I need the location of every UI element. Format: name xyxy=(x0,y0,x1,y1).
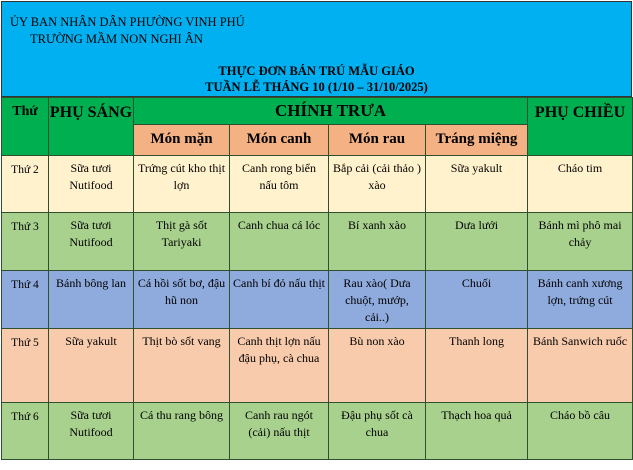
phu-sang-cell: Bánh bông lan xyxy=(49,271,134,329)
mon-rau-cell: Bí xanh xào xyxy=(329,213,426,271)
mon-rau-cell: Bù non xào xyxy=(329,329,426,403)
phu-sang-cell: Sữa tươi Nutifood xyxy=(49,403,134,460)
mon-canh-cell: Canh thịt lợn nấu đậu phụ, cà chua xyxy=(230,329,329,403)
day-cell: Thứ 5 xyxy=(2,329,49,403)
menu-header xyxy=(1,1,632,97)
menu-table xyxy=(1,97,633,460)
menu-title: THỰC ĐƠN BÁN TRÚ MẪU GIÁO xyxy=(218,64,415,78)
day-cell: Thứ 6 xyxy=(2,403,49,460)
phu-chieu-cell: Cháo bồ câu xyxy=(528,403,633,460)
mon-man-cell: Cá thu rang bông xyxy=(134,403,230,460)
col-header-phu-chieu: PHỤ CHIỀU xyxy=(528,98,633,156)
mon-canh-cell: Canh bí đỏ nấu thịt xyxy=(230,271,329,329)
mon-rau-cell: Rau xào( Dưa chuột, mướp, cải..) xyxy=(329,271,426,329)
mon-man-cell: Cá hồi sốt bơ, đậu hũ non xyxy=(134,271,230,329)
phu-sang-cell: Sữa tươi Nutifood xyxy=(49,213,134,271)
mon-man-cell: Trứng cút kho thịt lợn xyxy=(134,156,230,213)
trang-mieng-cell: Thạch hoa quả xyxy=(426,403,528,460)
day-cell: Thứ 2 xyxy=(2,156,49,213)
col-header-mon-man: Món mặn xyxy=(134,125,230,156)
mon-canh-cell: Canh rong biển nấu tôm xyxy=(230,156,329,213)
trang-mieng-cell: Thanh long xyxy=(426,329,528,403)
col-header-chinh-trua: CHÍNH TRƯA xyxy=(134,98,528,125)
phu-chieu-cell: Cháo tim xyxy=(528,156,633,213)
col-header-mon-rau: Món rau xyxy=(329,125,426,156)
school-name: TRƯỜNG MẦM NON NGHI ÂN xyxy=(30,32,203,46)
table-row xyxy=(2,271,633,329)
trang-mieng-cell: Sữa yakult xyxy=(426,156,528,213)
mon-rau-cell: Bắp cải (cải thảo ) xào xyxy=(329,156,426,213)
menu-subtitle: TUẦN LỄ THÁNG 10 (1/10 – 31/10/2025) xyxy=(205,80,428,94)
day-cell: Thứ 4 xyxy=(2,271,49,329)
trang-mieng-cell: Chuối xyxy=(426,271,528,329)
trang-mieng-cell: Dưa lưới xyxy=(426,213,528,271)
phu-chieu-cell: Bánh canh xương lợn, trứng cút xyxy=(528,271,633,329)
phu-sang-cell: Sữa tươi Nutifood xyxy=(49,156,134,213)
col-header-trang-mieng: Tráng miệng xyxy=(426,125,528,156)
phu-chieu-cell: Bánh Sanwich ruốc xyxy=(528,329,633,403)
mon-canh-cell: Canh rau ngót (cải) nấu thịt xyxy=(230,403,329,460)
table-row xyxy=(2,403,633,460)
phu-sang-cell: Sữa yakult xyxy=(49,329,134,403)
table-row xyxy=(2,156,633,213)
authority-name: ỦY BAN NHÂN DÂN PHƯỜNG VINH PHÚ xyxy=(10,15,245,29)
mon-rau-cell: Đậu phụ sốt cà chua xyxy=(329,403,426,460)
phu-chieu-cell: Bánh mì phô mai chảy xyxy=(528,213,633,271)
mon-canh-cell: Canh chua cá lóc xyxy=(230,213,329,271)
mon-man-cell: Thịt bò sốt vang xyxy=(134,329,230,403)
table-row xyxy=(2,329,633,403)
menu-sheet xyxy=(1,1,632,468)
day-cell: Thứ 3 xyxy=(2,213,49,271)
col-header-phu-sang: PHỤ SÁNG xyxy=(49,98,134,156)
col-header-mon-canh: Món canh xyxy=(230,125,329,156)
table-row xyxy=(2,213,633,271)
col-header-thu: Thứ xyxy=(2,98,49,156)
mon-man-cell: Thịt gà sốt Tariyaki xyxy=(134,213,230,271)
